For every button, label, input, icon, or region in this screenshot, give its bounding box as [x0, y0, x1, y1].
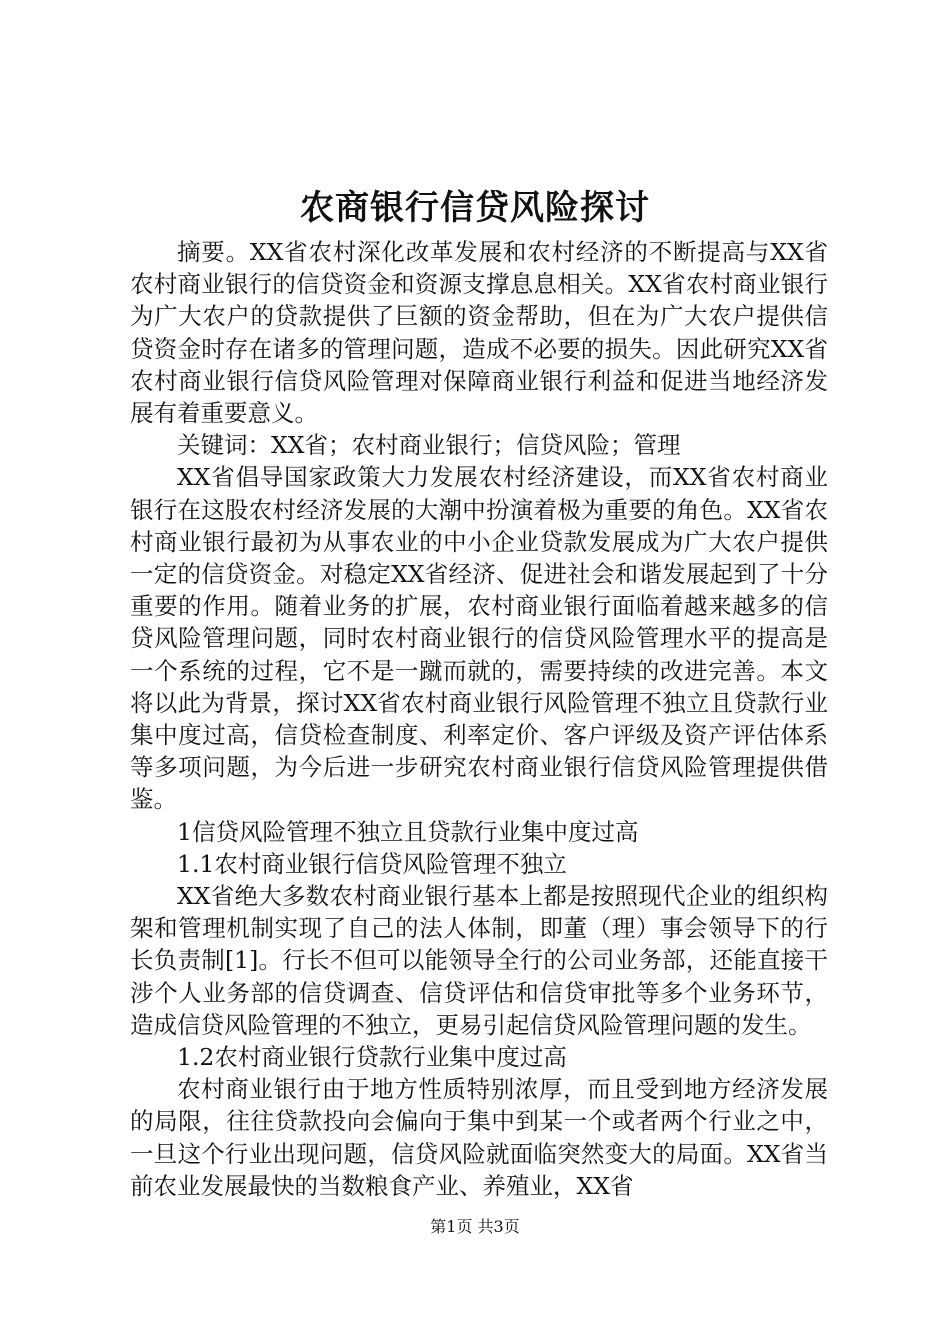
section-heading-1: 1信贷风险管理不独立且贷款行业集中度过高 — [177, 817, 639, 846]
body-paragraph-1-1: XX省绝大多数农村商业银行基本上都是按照现代企业的组织构架和管理机制实现了自己的法人体制，即董（理）事会领导下的行长负责制[1]。行长不但可以能领导全行的公司业务部，还能直接干涉个人业务部的信贷调查、信贷评估和信贷审批等多个业务环节，造成信贷风险管理的不独立，更易引起信贷风险管理问题的发生。 — [130, 882, 828, 1039]
abstract-paragraph: 摘要。XX省农村深化改革发展和农村经济的不断提高与XX省农村商业银行的信贷资金和资源支撑息息相关。XX省农村商业银行为广大农户的贷款提供了巨额的资金帮助，但在为广大农户提供信贷资金时存在诸多的管理问题，造成不必要的损失。因此研究XX省农村商业银行信贷风险管理对保障商业银行利益和促进当地经济发展有着重要意义。 — [130, 238, 828, 428]
document-body — [130, 236, 828, 1202]
intro-paragraph: XX省倡导国家政策大力发展农村经济建设，而XX省农村商业银行在这股农村经济发展的大潮中扮演着极为重要的角色。XX省农村商业银行最初为从事农业的中小企业贷款发展成为广大农户提供一定的信贷资金。对稳定XX省经济、促进社会和谐发展起到了十分重要的作用。随着业务的扩展，农村商业银行面临着越来越多的信贷风险管理问题，同时农村商业银行的信贷风险管理水平的提高是一个系统的过程，它不是一蹴而就的，需要持续的改进完善。本文将以此为背景，探讨XX省农村商业银行风险管理不独立且贷款行业集中度过高，信贷检查制度、利率定价、客户评级及资产评估体系等多项问题，为今后进一步研究农村商业银行信贷风险管理提供借鉴。 — [130, 463, 828, 814]
subsection-heading-1-2: 1.2农村商业银行贷款行业集中度过高 — [177, 1043, 567, 1072]
subsection-heading-1-1: 1.1农村商业银行信贷风险管理不独立 — [177, 849, 567, 878]
page-footer: 第1页 共3页 — [430, 1217, 520, 1236]
body-paragraph-1-2: 农村商业银行由于地方性质特别浓厚，而且受到地方经济发展的局限，往往贷款投向会偏向于集中到某一个或者两个行业之中，一旦这个行业出现问题，信贷风险就面临突然变大的局面。XX省当前农业发展最快的当数粮食产业、养殖业，XX省 — [130, 1075, 828, 1200]
document-title: 农商银行信贷风险探讨 — [300, 188, 650, 228]
keywords-paragraph: 关键词：XX省；农村商业银行；信贷风险；管理 — [177, 431, 681, 460]
